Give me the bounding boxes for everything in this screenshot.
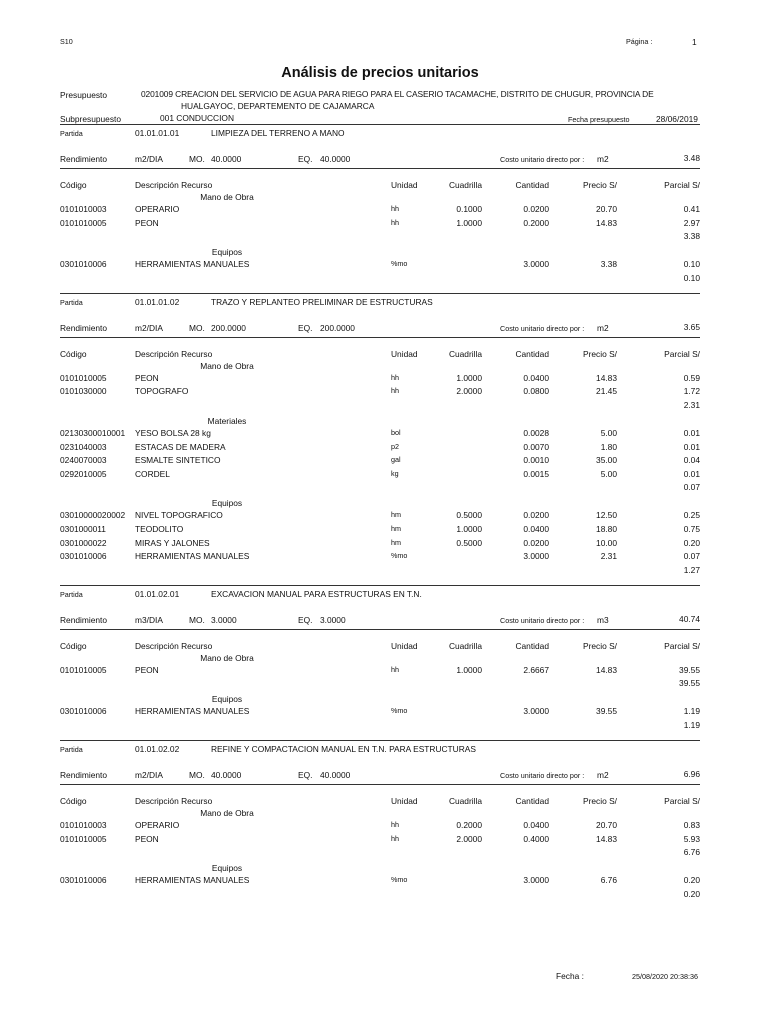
- resource-code: 0301010006: [60, 875, 107, 886]
- mo-label: MO.: [189, 614, 205, 625]
- footer-fecha-label: Fecha :: [556, 971, 584, 981]
- resource-unit: hh: [391, 204, 399, 213]
- resource-cantidad: 0.0010: [523, 455, 549, 466]
- resource-cuadrilla: 0.2000: [456, 820, 482, 830]
- resource-precio: 12.50: [596, 510, 617, 521]
- group-subtotal: 0.20: [683, 888, 700, 899]
- partida-name: EXCAVACION MANUAL PARA ESTRUCTURAS EN T.N.: [211, 588, 422, 599]
- resource-description: PEON: [135, 833, 159, 844]
- rendimiento-label: Rendimiento: [60, 614, 108, 625]
- col-cuadrilla-header: Cuadrilla: [448, 640, 482, 651]
- col-cantidad-header: Cantidad: [515, 640, 549, 651]
- resource-precio: 18.80: [596, 524, 617, 534]
- resource-description: MIRAS Y JALONES: [135, 537, 210, 548]
- resource-unit: hh: [391, 664, 399, 674]
- group-subtotal: 1.27: [683, 564, 700, 575]
- resource-cuadrilla: 2.0000: [456, 386, 482, 397]
- col-cantidad-header: Cantidad: [515, 180, 549, 190]
- col-precio-header: Precio S/: [583, 348, 617, 359]
- col-codigo-header: Código: [60, 796, 87, 806]
- resource-unit: p2: [391, 441, 399, 451]
- rendimiento-unit: m2/DIA: [135, 770, 163, 780]
- resource-description: NIVEL TOPOGRAFICO: [135, 510, 223, 521]
- resource-code: 0301000022: [60, 537, 107, 548]
- resource-precio: 14.83: [596, 664, 617, 675]
- eq-label: EQ.: [298, 770, 313, 780]
- resource-unit: gal: [391, 455, 401, 465]
- rendimiento-unit: m3/DIA: [135, 614, 163, 625]
- resource-unit: hh: [391, 372, 399, 382]
- resource-precio: 5.00: [600, 428, 617, 438]
- resource-parcial: 0.01: [683, 428, 700, 438]
- resource-unit: hm: [391, 524, 401, 533]
- resource-description: HERRAMIENTAS MANUALES: [135, 551, 250, 562]
- resource-precio: 20.70: [596, 204, 617, 214]
- resource-parcial: 2.97: [683, 217, 700, 228]
- resource-cuadrilla: 1.0000: [456, 664, 482, 675]
- col-codigo-header: Código: [60, 348, 87, 359]
- col-unidad-header: Unidad: [391, 180, 418, 190]
- resource-parcial: 0.01: [683, 468, 700, 479]
- resource-precio: 35.00: [596, 455, 617, 466]
- footer-fecha-value: 25/08/2020 20:38:36: [632, 972, 698, 981]
- resource-parcial: 0.25: [683, 510, 700, 521]
- resource-description: ESTACAS DE MADERA: [135, 441, 226, 452]
- resource-precio: 14.83: [596, 372, 617, 383]
- eq-label: EQ.: [298, 614, 313, 625]
- resource-code: 0240070003: [60, 455, 107, 466]
- resource-description: HERRAMIENTAS MANUALES: [135, 706, 250, 717]
- resource-unit: hh: [391, 217, 399, 227]
- rendimiento-underline: [60, 784, 700, 785]
- resource-code: 0101010005: [60, 372, 107, 383]
- col-parcial-header: Parcial S/: [664, 180, 700, 190]
- subpresupuesto-value: 001 CONDUCCION: [160, 113, 234, 123]
- resource-cantidad: 0.0800: [523, 386, 549, 397]
- rendimiento-label: Rendimiento: [60, 322, 108, 333]
- mo-label: MO.: [189, 154, 205, 164]
- resource-cantidad: 0.0200: [523, 537, 549, 548]
- resource-description: TOPOGRAFO: [135, 386, 189, 397]
- mo-value: 40.0000: [211, 770, 242, 780]
- costo-unitario-value: 40.74: [679, 613, 700, 624]
- resource-code: 03010000020002: [60, 510, 126, 521]
- resource-precio: 39.55: [596, 706, 617, 717]
- resource-cantidad: 0.2000: [523, 217, 549, 228]
- col-precio-header: Precio S/: [583, 796, 617, 806]
- resource-group-title: Mano de Obra: [200, 192, 254, 202]
- resource-group-title: Equipos: [211, 694, 243, 705]
- partida-label: Partida: [60, 589, 83, 599]
- col-precio-header: Precio S/: [583, 640, 617, 651]
- resource-unit: hh: [391, 820, 399, 829]
- resource-precio: 2.31: [600, 551, 617, 562]
- resource-code: 0101010003: [60, 820, 107, 830]
- partida-separator: [60, 740, 700, 741]
- page-title: Análisis de precios unitarios: [281, 65, 479, 81]
- resource-cantidad: 0.0015: [523, 468, 549, 479]
- col-unidad-header: Unidad: [391, 796, 418, 806]
- mo-label: MO.: [189, 770, 205, 780]
- resource-cantidad: 0.0200: [523, 204, 549, 214]
- partida-name: LIMPIEZA DEL TERRENO A MANO: [211, 128, 345, 138]
- presupuesto-label: Presupuesto: [60, 90, 108, 100]
- rendimiento-underline: [60, 337, 700, 338]
- resource-precio: 3.38: [600, 259, 617, 270]
- resource-parcial: 1.72: [683, 386, 700, 397]
- page-number: 1: [692, 37, 697, 47]
- resource-precio: 14.83: [596, 217, 617, 228]
- resource-unit: kg: [391, 468, 399, 478]
- resource-cantidad: 0.0028: [523, 428, 549, 438]
- resource-cantidad: 0.0200: [523, 510, 549, 521]
- rendimiento-unit: m2/DIA: [135, 154, 163, 164]
- col-descripcion-header: Descripción Recurso: [135, 796, 213, 806]
- costo-unitario-unit: m2: [597, 322, 609, 333]
- resource-parcial: 0.01: [683, 441, 700, 452]
- rendimiento-underline: [60, 168, 700, 169]
- col-precio-header: Precio S/: [583, 180, 617, 190]
- resource-parcial: 0.20: [683, 875, 700, 886]
- partida-code: 01.01.02.02: [135, 744, 180, 754]
- resource-cantidad: 0.0400: [523, 372, 549, 383]
- resource-parcial: 0.20: [683, 537, 700, 548]
- resource-code: 0301010006: [60, 259, 107, 270]
- resource-group-title: Materiales: [207, 416, 247, 426]
- resource-cantidad: 3.0000: [523, 706, 549, 717]
- resource-precio: 21.45: [596, 386, 617, 397]
- resource-cantidad: 0.0400: [523, 524, 549, 534]
- col-descripcion-header: Descripción Recurso: [135, 640, 213, 651]
- col-codigo-header: Código: [60, 640, 87, 651]
- resource-precio: 20.70: [596, 820, 617, 830]
- resource-code: 0101010003: [60, 204, 107, 214]
- resource-group-title: Equipos: [211, 247, 243, 258]
- resource-unit: hh: [391, 386, 399, 396]
- costo-unitario-value: 3.65: [683, 321, 700, 332]
- group-subtotal: 0.10: [683, 272, 700, 283]
- resource-precio: 6.76: [600, 875, 617, 886]
- resource-parcial: 0.75: [683, 524, 700, 534]
- resource-group-title: Equipos: [211, 863, 243, 874]
- costo-unitario-label: Costo unitario directo por :: [500, 323, 585, 333]
- resource-group-title: Mano de Obra: [200, 360, 254, 371]
- resource-precio: 1.80: [600, 441, 617, 452]
- resource-description: CORDEL: [135, 468, 170, 479]
- costo-unitario-value: 6.96: [683, 769, 700, 779]
- col-cantidad-header: Cantidad: [515, 796, 549, 806]
- resource-unit: %mo: [391, 875, 408, 885]
- mo-value: 3.0000: [211, 614, 237, 625]
- resource-cantidad: 0.0070: [523, 441, 549, 452]
- resource-cuadrilla: 0.1000: [456, 204, 482, 214]
- eq-label: EQ.: [298, 322, 313, 333]
- col-unidad-header: Unidad: [391, 348, 418, 359]
- resource-cantidad: 0.0400: [523, 820, 549, 830]
- costo-unitario-label: Costo unitario directo por :: [500, 155, 585, 164]
- resource-parcial: 0.59: [683, 372, 700, 383]
- resource-description: OPERARIO: [135, 204, 180, 214]
- rendimiento-underline: [60, 629, 700, 630]
- resource-unit: bol: [391, 428, 401, 437]
- page-label: Página :: [626, 37, 653, 46]
- resource-code: 0101010005: [60, 833, 107, 844]
- fecha-presupuesto-value: 28/06/2019: [656, 114, 698, 124]
- partida-name: REFINE Y COMPACTACION MANUAL EN T.N. PARA ESTRUCTURAS: [211, 744, 476, 754]
- resource-description: OPERARIO: [135, 820, 180, 830]
- eq-value: 40.0000: [320, 770, 351, 780]
- resource-code: 0301010006: [60, 551, 107, 562]
- resource-code: 0101010005: [60, 664, 107, 675]
- resource-cuadrilla: 0.5000: [456, 510, 482, 521]
- mo-label: MO.: [189, 322, 205, 333]
- resource-group-title: Equipos: [211, 498, 243, 509]
- resource-group-title: Mano de Obra: [200, 652, 254, 663]
- resource-unit: %mo: [391, 259, 408, 269]
- group-subtotal: 39.55: [679, 678, 700, 689]
- col-cuadrilla-header: Cuadrilla: [448, 796, 482, 806]
- resource-cuadrilla: 2.0000: [456, 833, 482, 844]
- col-cuadrilla-header: Cuadrilla: [448, 180, 482, 190]
- app-code: S10: [60, 37, 73, 46]
- eq-value: 40.0000: [320, 154, 351, 164]
- eq-value: 200.0000: [320, 322, 355, 333]
- resource-parcial: 0.10: [683, 259, 700, 270]
- col-descripcion-header: Descripción Recurso: [135, 348, 213, 359]
- costo-unitario-value: 3.48: [683, 153, 700, 163]
- partida-label: Partida: [60, 297, 83, 307]
- costo-unitario-unit: m2: [597, 770, 609, 780]
- resource-description: ESMALTE SINTETICO: [135, 455, 221, 466]
- group-subtotal: 2.31: [683, 400, 700, 410]
- resource-code: 0301000011: [60, 524, 106, 534]
- eq-value: 3.0000: [320, 614, 346, 625]
- col-cantidad-header: Cantidad: [515, 348, 549, 359]
- resource-description: TEODOLITO: [135, 524, 184, 534]
- group-subtotal: 6.76: [683, 847, 700, 858]
- partida-code: 01.01.02.01: [135, 588, 180, 599]
- rendimiento-label: Rendimiento: [60, 154, 108, 164]
- fecha-presupuesto-label: Fecha presupuesto: [568, 115, 630, 124]
- partida-code: 01.01.01.02: [135, 296, 180, 307]
- group-subtotal: 0.07: [683, 482, 700, 493]
- resource-precio: 10.00: [596, 537, 617, 548]
- mo-value: 40.0000: [211, 154, 242, 164]
- partida-separator: [60, 124, 700, 125]
- presupuesto-value: 0201009 CREACION DEL SERVICIO DE AGUA PARA RIEGO PARA EL CASERIO TACAMACHE, DISTRITO DE CHUGUR, PROVINCIA DE: [141, 89, 654, 99]
- group-subtotal: 1.19: [683, 720, 700, 730]
- eq-label: EQ.: [298, 154, 313, 164]
- rendimiento-label: Rendimiento: [60, 770, 108, 780]
- resource-cantidad: 0.4000: [523, 833, 549, 844]
- resource-code: 0101030000: [60, 386, 107, 397]
- group-subtotal: 3.38: [683, 231, 700, 242]
- resource-description: HERRAMIENTAS MANUALES: [135, 259, 250, 270]
- resource-parcial: 0.83: [683, 820, 700, 830]
- resource-parcial: 0.41: [683, 204, 700, 214]
- partida-label: Partida: [60, 745, 83, 754]
- resource-cantidad: 3.0000: [523, 875, 549, 886]
- resource-description: YESO BOLSA 28 kg: [135, 428, 211, 438]
- partida-separator: [60, 293, 700, 294]
- resource-parcial: 1.19: [683, 706, 700, 717]
- resource-cantidad: 3.0000: [523, 551, 549, 562]
- partida-name: TRAZO Y REPLANTEO PRELIMINAR DE ESTRUCTURAS: [211, 296, 433, 307]
- resource-group-title: Mano de Obra: [200, 808, 254, 818]
- resource-parcial: 39.55: [679, 664, 700, 675]
- presupuesto-value-cont: HUALGAYOC, DEPARTEMENTO DE CAJAMARCA: [181, 101, 375, 111]
- resource-code: 0292010005: [60, 468, 107, 479]
- subpresupuesto-label: Subpresupuesto: [60, 114, 121, 124]
- partida-code: 01.01.01.01: [135, 128, 180, 138]
- resource-description: PEON: [135, 217, 159, 228]
- resource-parcial: 0.07: [683, 551, 700, 562]
- partida-label: Partida: [60, 129, 83, 138]
- resource-precio: 5.00: [600, 468, 617, 479]
- resource-code: 02130300010001: [60, 428, 126, 438]
- resource-unit: %mo: [391, 706, 408, 716]
- costo-unitario-label: Costo unitario directo por :: [500, 771, 585, 780]
- resource-parcial: 5.93: [683, 833, 700, 844]
- resource-description: PEON: [135, 372, 159, 383]
- resource-description: HERRAMIENTAS MANUALES: [135, 875, 250, 886]
- costo-unitario-unit: m2: [597, 154, 609, 164]
- resource-cuadrilla: 1.0000: [456, 217, 482, 228]
- resource-cuadrilla: 0.5000: [456, 537, 482, 548]
- col-parcial-header: Parcial S/: [664, 796, 700, 806]
- resource-cantidad: 3.0000: [523, 259, 549, 270]
- resource-unit: hm: [391, 537, 401, 547]
- resource-code: 0301010006: [60, 706, 107, 717]
- col-codigo-header: Código: [60, 180, 87, 190]
- resource-unit: hm: [391, 510, 401, 520]
- resource-cuadrilla: 1.0000: [456, 524, 482, 534]
- col-parcial-header: Parcial S/: [664, 640, 700, 651]
- resource-unit: %mo: [391, 551, 408, 561]
- resource-cantidad: 2.6667: [523, 664, 549, 675]
- col-descripcion-header: Descripción Recurso: [135, 180, 213, 190]
- resource-code: 0101010005: [60, 217, 107, 228]
- resource-precio: 14.83: [596, 833, 617, 844]
- mo-value: 200.0000: [211, 322, 246, 333]
- resource-parcial: 0.04: [683, 455, 700, 466]
- resource-code: 0231040003: [60, 441, 107, 452]
- col-unidad-header: Unidad: [391, 640, 418, 651]
- costo-unitario-unit: m3: [597, 614, 609, 625]
- rendimiento-unit: m2/DIA: [135, 322, 163, 333]
- partida-separator: [60, 585, 700, 586]
- col-cuadrilla-header: Cuadrilla: [448, 348, 482, 359]
- resource-description: PEON: [135, 664, 159, 675]
- col-parcial-header: Parcial S/: [664, 348, 700, 359]
- resource-cuadrilla: 1.0000: [456, 372, 482, 383]
- costo-unitario-label: Costo unitario directo por :: [500, 615, 585, 625]
- resource-unit: hh: [391, 833, 399, 843]
